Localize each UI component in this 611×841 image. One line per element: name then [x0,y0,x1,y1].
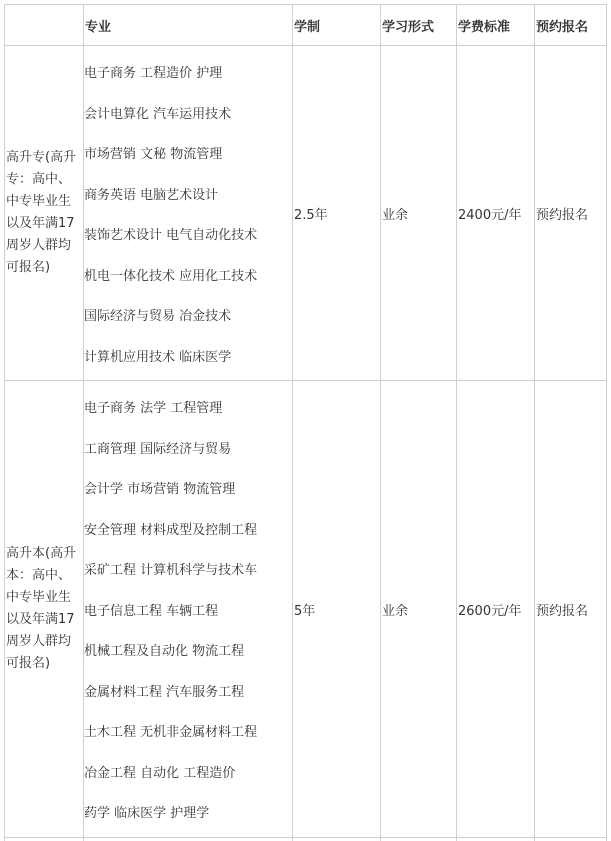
empty-cell [381,838,457,841]
action-cell[interactable] [535,381,607,838]
major-line: 装饰艺术设计 电气自动化技术 [84,228,258,243]
category-label: 高升专(高升专：高中、中专毕业生以及年满17周岁人群均可报名) [6,150,77,275]
major-line: 工商管理 国际经济与贸易 [84,441,232,457]
major-line: 会计电算化 汽车运用技术 [84,106,232,122]
major-line: 会计学 市场营销 物流管理 [84,482,236,498]
major-line: 机械工程及自动化 物流工程 [84,644,245,660]
table-header-row [5,5,607,46]
header-duration: 学制 [293,5,381,46]
empty-cell [535,838,607,841]
header-category [5,5,84,46]
header-action: 预约报名 [535,5,607,46]
majors-cell [84,46,293,381]
study-form-cell: 业余 [381,381,457,838]
header-major: 专业 [84,5,293,46]
major-line: 计算机应用技术 临床医学 [84,349,232,365]
major-line: 电子信息工程 车辆工程 [84,603,219,619]
category-cell [5,46,84,381]
empty-cell [457,838,535,841]
fee-cell: 2400元/年 [457,46,535,381]
fee-cell: 2600元/年 [457,381,535,838]
reserve-signup-link[interactable]: 预约报名 [536,603,589,619]
major-line: 土木工程 无机非金属材料工程 [84,725,258,741]
duration-cell: 5年 [293,381,381,838]
majors-cell [84,381,293,838]
major-line: 金属材料工程 汽车服务工程 [84,684,245,700]
reserve-signup-link[interactable]: 预约报名 [536,207,589,223]
major-line: 电子商务 法学 工程管理 [84,401,223,416]
majors-list [84,46,292,380]
empty-cell [293,838,381,841]
majors-list [84,381,292,837]
empty-cell [5,838,84,841]
major-line: 电子商务 工程造价 护理 [84,66,223,81]
header-study-form: 学习形式 [381,5,457,46]
admissions-table [4,4,607,841]
table-row-partial [5,838,607,841]
major-line: 采矿工程 计算机科学与技术车 [84,563,258,579]
study-form-cell: 业余 [381,46,457,381]
major-line: 市场营销 文秘 物流管理 [84,147,223,162]
major-line: 机电一体化技术 应用化工技术 [84,268,258,284]
major-line: 安全管理 材料成型及控制工程 [84,522,258,538]
empty-cell [84,838,293,841]
table-row [5,46,607,381]
table-row [5,381,607,838]
major-line: 国际经济与贸易 冶金技术 [84,309,232,324]
action-cell[interactable] [535,46,607,381]
header-fee: 学费标准 [457,5,535,46]
major-line: 冶金工程 自动化 工程造价 [84,765,236,781]
category-cell [5,381,84,838]
major-line: 商务英语 电脑艺术设计 [84,187,219,203]
major-line: 药学 临床医学 护理学 [84,806,210,822]
category-label: 高升本(高升本：高中、中专毕业生以及年满17周岁人群均可报名) [6,546,77,671]
duration-cell: 2.5年 [293,46,381,381]
